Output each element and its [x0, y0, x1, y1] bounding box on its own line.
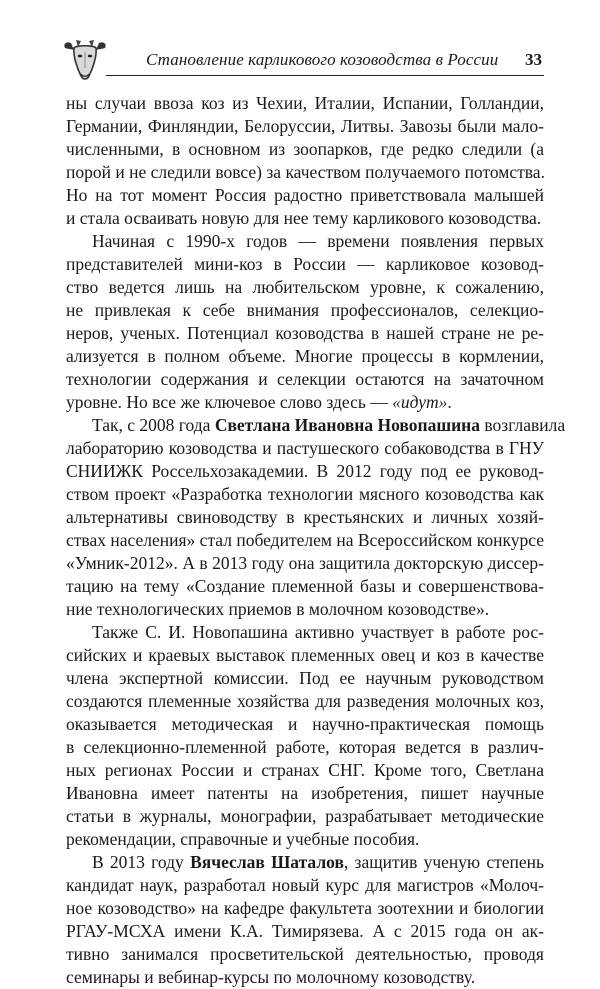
text-line [66, 506, 544, 529]
text-line [66, 460, 544, 483]
text-line [66, 529, 544, 552]
text-run: рекомендации, справочные и учебные пособия. [66, 829, 420, 849]
text-line [66, 391, 544, 414]
text-line [66, 851, 544, 874]
text-run: Ивановна имеет патенты на изобретения, пишет научные [66, 783, 544, 803]
text-line [66, 299, 544, 322]
text-run: , защитив ученую степень [343, 852, 544, 872]
text-line [66, 828, 544, 851]
text-run: технологии содержания и селекции остаются на зачаточном [66, 369, 544, 389]
text-run: сийских и краевых выставок племенных овец и коз в качестве [66, 645, 544, 665]
running-header [62, 38, 544, 80]
text-line [66, 805, 544, 828]
text-line [66, 736, 544, 759]
text-run: члена экспертной комиссии. Под ее научным руководством [66, 668, 544, 688]
text-line [66, 920, 544, 943]
text-run: ное козоводство» на кафедре факультета зоотехнии и биологии [66, 898, 544, 918]
text-line [66, 207, 544, 230]
text-run: ны случаи ввоза коз из Чехии, Италии, Испании, Голландии, [66, 93, 544, 113]
text-line [66, 644, 544, 667]
text-run: . [447, 392, 452, 412]
italic-word: «идут» [392, 392, 448, 412]
text-line [66, 552, 544, 575]
text-line [66, 782, 544, 805]
text-line [66, 897, 544, 920]
header-rule [106, 75, 544, 76]
text-line [66, 966, 544, 989]
text-run: Начиная с 1990-х годов — времени появления первых [92, 231, 544, 251]
text-run: ствах населения» стал победителем на Всероссийском конкурсе [66, 530, 544, 550]
text-run: «Умник-2012». А в 2013 году она защитила докторскую диссер- [66, 553, 544, 573]
text-run: альтернативы свиноводству в крестьянских и личных хозяй- [66, 507, 544, 527]
text-run: ство ведется лишь на любительском уровне, к сожалению, [66, 277, 544, 297]
text-line [66, 368, 544, 391]
bold-name: Светлана Ивановна Новопашина [214, 415, 481, 435]
running-title: Становление карликового козоводства в России [146, 50, 499, 69]
text-run: Также С. И. Новопашина активно участвует в работе рос- [92, 622, 544, 642]
text-run: создаются племенные хозяйства для разведения молочных коз, [66, 691, 544, 711]
text-line [66, 161, 544, 184]
text-run: РГАУ-МСХА имени К.А. Тимирязева. А с 2015 года он ак- [66, 921, 544, 941]
text-run: СНИИЖК Россельхозакадемии. В 2012 году под ее руковод- [66, 461, 544, 481]
text-run: порой и не следили вовсе) за качеством получаемого потомства. [66, 162, 545, 182]
text-line [66, 759, 544, 782]
text-line [66, 414, 566, 437]
text-run: оказывается методическая и научно-практическая помощь [66, 714, 544, 734]
text-line [66, 575, 544, 598]
text-line [66, 322, 544, 345]
page-number: 33 [525, 50, 542, 69]
text-line [66, 943, 544, 966]
text-run: тацию на тему «Создание племенной базы и совершенствова- [66, 576, 544, 596]
text-run: ализуется в полном объеме. Многие процессы в кормлении, [66, 346, 544, 366]
text-run: семинары и вебинар-курсы по молочному козоводству. [66, 967, 476, 987]
text-line [66, 184, 544, 207]
text-line [66, 621, 544, 644]
text-run: статьи в журналы, монографии, разрабатывает методические [66, 806, 544, 826]
text-line [66, 345, 544, 368]
text-run: и стала осваивать новую для нее тему карликового козоводства. [66, 208, 542, 228]
text-run: кандидат наук, разработал новый курс для магистров «Молоч- [66, 875, 544, 895]
text-line [66, 253, 544, 276]
text-line [66, 483, 544, 506]
text-run: ством проект «Разработка технологии мясного козоводства как [66, 484, 544, 504]
text-run: ных регионах России и странах СНГ. Кроме того, Светлана [66, 760, 544, 780]
text-line [66, 713, 544, 736]
text-line [66, 115, 544, 138]
text-run: Германии, Финляндии, Белоруссии, Литвы. Завозы были мало- [66, 116, 544, 136]
goat-head-icon [62, 38, 108, 82]
text-line [66, 667, 544, 690]
text-line [66, 437, 544, 460]
text-run: Так, с 2008 года [92, 415, 215, 435]
text-line [66, 874, 544, 897]
text-run: В 2013 году [92, 852, 191, 872]
bold-name: Вячеслав Шаталов [190, 852, 344, 872]
text-run: неров, ученых. Потенциал козоводства в нашей стране не ре- [66, 323, 544, 343]
text-run: ние технологических приемов в молочном козоводстве». [66, 599, 490, 619]
text-line [66, 276, 544, 299]
text-run: уровне. Но все же ключевое слово здесь — [66, 392, 393, 412]
text-run: представителей мини-коз в России — карликовое козовод- [66, 254, 544, 274]
body-text [66, 92, 566, 989]
text-run: лабораторию козоводства и пастушеского собаководства в ГНУ [66, 438, 544, 458]
text-line [66, 92, 544, 115]
text-run: тивно занимался просветительской деятельностью, проводя [66, 944, 544, 964]
text-run: в селекционно-племенной работе, которая ведется в различ- [66, 737, 544, 757]
text-line [66, 690, 544, 713]
text-run: возглавила [480, 415, 566, 435]
text-line [66, 138, 544, 161]
text-run: численными, в основном из зоопарков, где редко следили (а [66, 139, 544, 159]
text-run: не привлекая к себе внимания профессионалов, селекцио- [66, 300, 544, 320]
text-line [66, 230, 544, 253]
text-line [66, 598, 544, 621]
text-run: Но на тот момент Россия радостно приветствовала малышей [66, 185, 544, 205]
